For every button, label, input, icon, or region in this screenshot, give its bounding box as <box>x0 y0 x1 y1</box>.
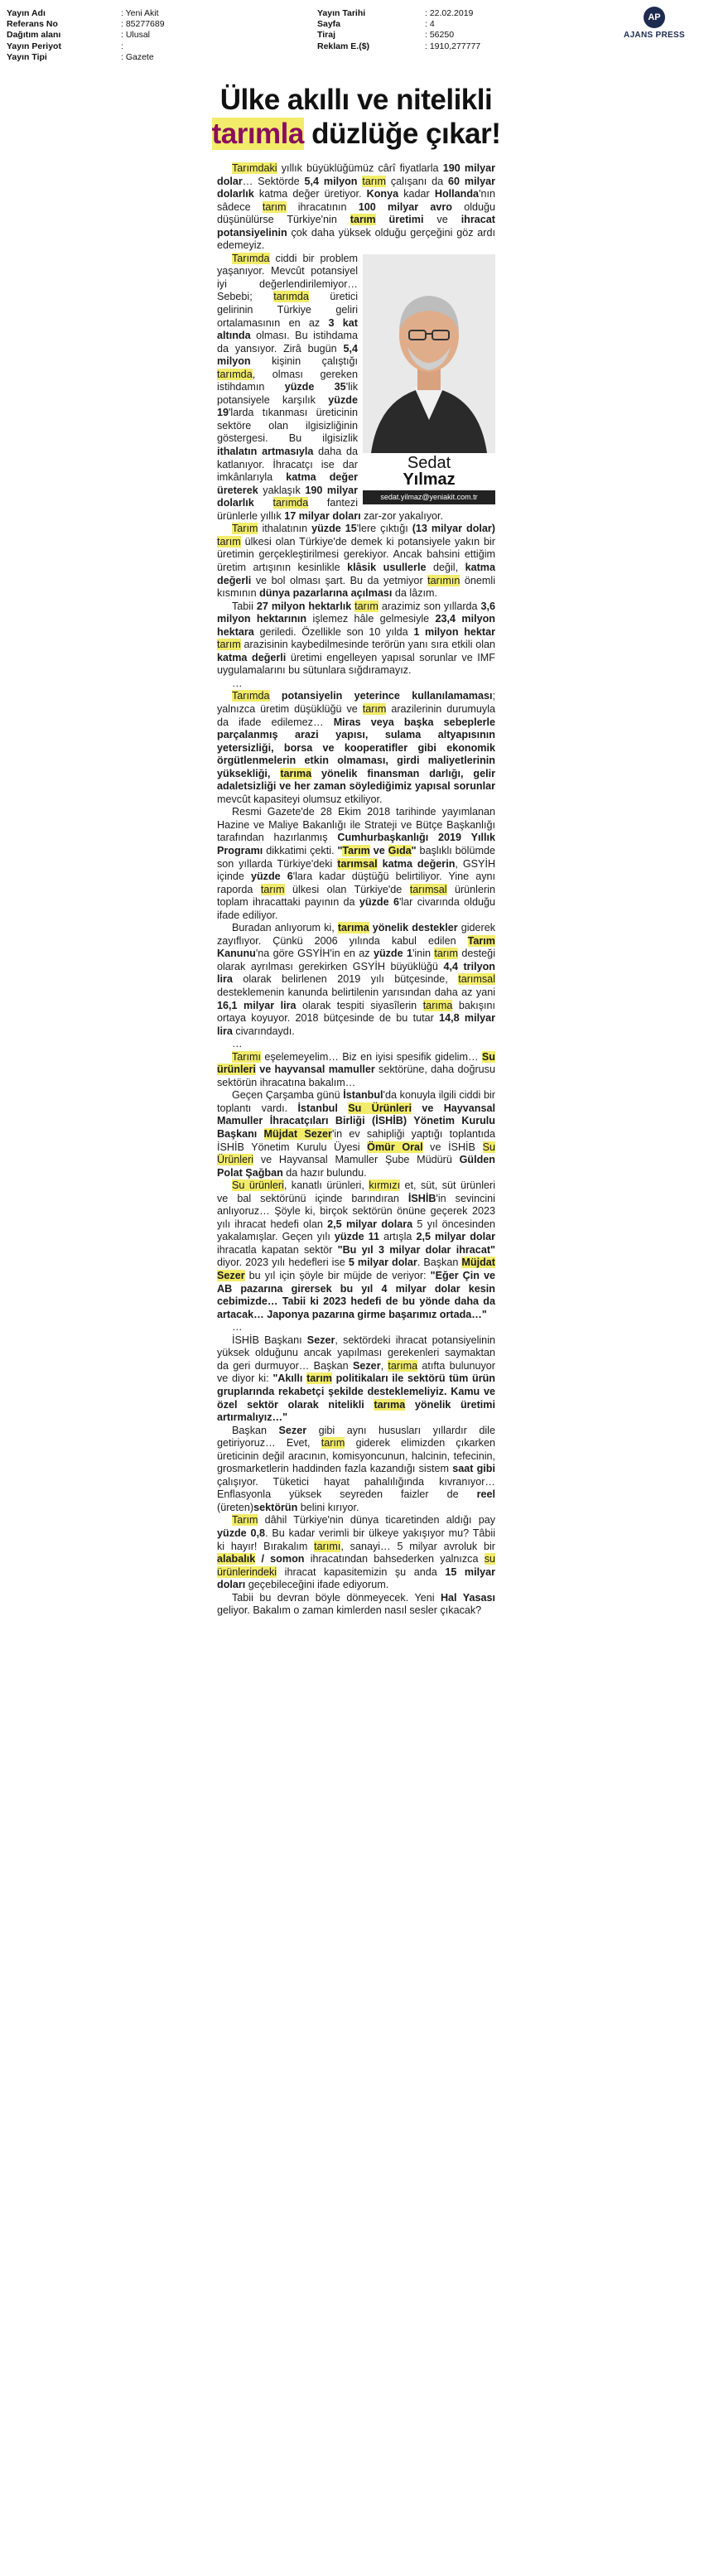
meta-value: : 85277689 <box>121 19 165 30</box>
ajans-press-logo <box>613 7 696 40</box>
meta-key: Dağıtım alanı <box>7 30 61 41</box>
meta-key: Yayın Tipi <box>7 51 47 62</box>
meta-row <box>317 30 480 41</box>
paragraph: Geçen Çarşamba günü İstanbul'da konuyla ilgili ciddi bir toplantı vardı. İstanbul Su Ürünleri ve Hayvansal Mamuller İhracatçıları Birliği (İSHİB) Yönetim Kurulu Başkanı Müjdat Sezer'in ev sahipliği yaptığı toplantıda İSHİB Yönetim Kurulu Üyesi Ömür Oral ve İSHİB Su Ürünleri ve Hayvansal Mamuller Şube Müdürü Gülden Polat Şağban da hazır bulundu. <box>217 1089 495 1179</box>
paragraph: Tarımda potansiyelin yeterince kullanılamaması; yalnızca üretim düşüklüğü ve tarım arazilerinin durumuyla da ifade edilemez… Miras veya başka sebeplerle parçalanmış arazi yapısı, sulama altyapısının yetersizliği, borsa ve kooperatifler gibi ekonomik örgütlenmelerin etkin olmaması, girdi maliyetlerinin yüksekliği, tarıma yönelik finansman darlığı, gelir adaletsizliği ve her zaman söylediğimiz yapısal sorunlar mevcût kapasiteyi olumsuz etkiliyor. <box>217 690 496 805</box>
author-last-name: Yılmaz <box>403 470 456 489</box>
meta-value: : Gazete <box>121 51 154 62</box>
paragraph: Resmi Gazete'de 28 Ekim 2018 tarihinde yayımlanan Hazine ve Maliye Bakanlığı ile Strateji ve Bütçe Başkanlığı tarafından hazırlanmış Cumhurbaşkanlığı 2019 Yıllık Programı dikkatimi çekti. "Tarım ve Gıda" başlıklı bölümde son yıllarda Türkiye'deki tarımsal katma değerin, GSYİH içinde yüzde 6'lara kadar düştüğü belirtiliyor. Yine aynı raporda tarım ülkesi olan Türkiye'de tarımsal ürünlerin toplam ihracattaki payının da yüzde 6'lar civarında olduğu ifade ediliyor. <box>217 806 496 921</box>
author-first-name: Sedat <box>407 453 451 472</box>
paragraph: İSHİB Başkanı Sezer, sektördeki ihracat potansiyelinin yüksek olduğunu ancak yapılması gerekenleri saymaktan da geri durmuyor… Başkan Sezer, tarıma atıfta bulunuyor ve diyor ki: "Akıllı tarım politikaları ile sektörü tüm ürün gruplarında rekabetçi şekilde desteklemeliyiz. Kamu ve özel sektör olarak nitelikli tarıma yönelik üretimi artırmalıyız…" <box>217 1334 495 1424</box>
meta-key: Referans No <box>7 19 58 30</box>
meta-key: Yayın Tarihi <box>317 8 366 18</box>
headline-line-2 <box>199 117 514 151</box>
paragraph: Su ürünleri, kanatlı ürünleri, kırmızı et, süt, süt ürünleri ve bal sektörünü içinde barındıran İSHİB'in sevincini anlıyoruz… Şöyle ki, birçok sektörün önüne geçerek 2023 yılı ihracat hedefi olan 2,5 milyar dolara 5 yıl öncesinden yakalamışlar. Geçen yılı yüzde 11 artışla 2,5 milyar dolar ihracatla kapatan sektör "Bu yıl 3 milyar dolar ihracat" diyor. 2023 yılı hedefleri ise 5 milyar dolar. Başkan Müjdat Sezer bu yıl için şöyle bir müjde de veriyor: "Eğer Çin ve AB pazarına girersek bu yıl 4 milyar dolar kesin cebimizde… Tabii ki 2023 hedefi de bu yönde daha da artacak… Japonya pazarına girme başarımız ortada…" <box>217 1179 496 1320</box>
paragraph: Tarımda ciddi bir problem yaşanıyor. Mevcût potansiyel iyi değerlendirilemiyor… Sebebi; tarımda üretici gelirinin Türkiye geliri ortalamasının en az 3 kat altında olması. Bu istihdama da yansıyor. Zirâ bugün 5,4 milyon kişinin çalıştığı tarımda, olması gereken istihdamın yüzde 35'lik potansiyele karşılık yüzde 19'larda tıkanması üreticinin sektöre olan ilgisizliğinin göstergesi. Bu ilgisizlik ithalatın artmasıyla daha da katlanıyor. İhracatçı ise dar imkânlarıyla katma değer üreterek yaklaşık 190 milyar dolarlık tarımda fantezi ürünlerle yıllık 17 milyar doları zar-zor yakalıyor. <box>217 252 443 522</box>
article-body <box>217 162 495 1618</box>
meta-row <box>317 8 480 19</box>
paragraph: Tarım dâhil Türkiye'nin dünya ticaretinden aldığı pay yüzde 0,8. Bu kadar verimli bir ülkeye yakışıyor mu? Tâbii ki hayır! Bırakalım tarımı, sanayi… 5 milyar avroluk bir alabalık / somon ihracatından bahsederken yalnızca su ürünlerindeki ihracat kapasitemizin şu anda 15 milyar doları geçebileceğini ifade ediyorum. <box>217 1514 496 1591</box>
paragraph: Tarımdaki yıllık büyüklüğümüz cârî fiyatlarla 190 milyar dolar… Sektörde 5,4 milyon tarım çalışanı da 60 milyar dolarlık katma değer üretiyor. Konya kadar Hollanda'nın sâdece tarım ihracatının 100 milyar avro olduğu düşünülürse Türkiye'nin tarım üretimi ve ihracat potansiyelinin çok daha yüksek olduğu gerçeğini göz ardı edemeyiz. <box>217 162 496 252</box>
paragraph: Buradan anlıyorum ki, tarıma yönelik destekler giderek zayıflıyor. Çünkü 2006 yılında kabul edilen Tarım Kanunu'na göre GSYİH'in en az yüzde 1'inin tarım desteği olarak ayrılması gerekirken GSYİH büyüklüğü 4,4 trilyon lira olarak belirlenen 2019 yılı bütçesinde, tarımsal desteklemenin kanunda belirtilenin yarısından daha az yani 16,1 milyar lira olarak tespiti siyasîlerin tarıma bakışını ortaya koyuyor. 2018 bütçesinde de bu tutar 14,8 milyar lira civarındaydı. <box>217 922 496 1037</box>
meta-row <box>7 52 165 63</box>
logo-icon: AP <box>644 7 665 28</box>
meta-value: : Ulusal <box>121 30 151 41</box>
headline-line-1: Ülke akıllı ve nitelikli <box>219 84 493 116</box>
headline-highlight: tarımla <box>211 118 304 150</box>
meta-key: Sayfa <box>317 19 341 30</box>
paragraph: Başkan Sezer gibi aynı hususları yıllardır dile getiriyoruz… Evet, tarım giderek elimizden çıkarken üreticinin değil aracının, komisyoncunun, halcinin, tefecinin, grosmarketlerin haddinden fazla kazandığı sistem saat gibi çalışıyor. Tüketici hayat pahalılığında kıvranıyor… Enflasyonla yüksek seyreden faizler de reel (üreten)sektörün belini kırıyor. <box>217 1424 495 1513</box>
author-photo <box>363 254 495 453</box>
paragraph: … <box>232 1321 243 1334</box>
meta-value: : 1910,277777 <box>425 41 481 51</box>
meta-value: : <box>121 41 123 51</box>
paragraph: Tabii bu devran böyle dönmeyecek. Yeni Hal Yasası geliyor. Bakalım o zaman kimlerden nasıl sesler çıkacak? <box>217 1591 495 1617</box>
paragraph: Tarımı eşelemeyelim… Biz en iyisi spesifik gidelim… Su ürünleri ve hayvansal mamuller sektörüne, daha doğrusu sektörün ihracatına bakalım… <box>217 1050 495 1088</box>
author-email: sedat.yilmaz@yeniakit.com.tr <box>363 490 495 505</box>
paragraph: … <box>232 677 243 689</box>
headline-rest: düzlüğe çıkar! <box>303 118 501 150</box>
meta-key: Tiraj <box>317 30 335 41</box>
meta-value: : Yeni Akit <box>121 8 159 18</box>
meta-value: : 56250 <box>425 30 455 41</box>
paragraph: Tabii 27 milyon hektarlık tarım arazimiz son yıllarda 3,6 milyon hektarının işlemez hâle gelmesiyle 23,4 milyon hektara geriledi. Özellikle son 10 yılda 1 milyon hektar tarım arazisinin kaybedilmesinde terörün yanı sıra etkili olan katma değerli üretimi engelleyen yapısal sorunlar ve IMF uygulamalarını bu sütunlara sığdıramayız. <box>217 600 496 677</box>
paragraph: Tarım ithalatının yüzde 15'lere çıktığı (13 milyar dolar) tarım ülkesi olan Türkiye'de demek ki potansiyele yakın bir üretimin gerçekleştirilmesi gerekiyor. Ancak bahsini ettiğim üretim artışının kesinlikle klâsik usullerle değil, katma değerli ve bol olması şart. Bu da yetmiyor tarımın önemli kısmının dünya pazarlarına açılması da lâzım. <box>217 523 495 600</box>
meta-row <box>7 8 165 19</box>
meta-row <box>7 30 165 41</box>
meta-key: Reklam E.($) <box>317 41 370 51</box>
meta-row <box>317 41 480 52</box>
meta-value: : 22.02.2019 <box>425 8 474 18</box>
meta-value: : 4 <box>425 19 435 30</box>
meta-key: Yayın Adı <box>7 8 46 18</box>
logo-text: AJANS PRESS <box>624 31 685 40</box>
publication-meta-right <box>317 8 480 52</box>
meta-key: Yayın Periyot <box>7 41 61 51</box>
author-name <box>363 455 495 488</box>
meta-row <box>7 41 165 52</box>
author-box <box>363 254 495 501</box>
publication-meta-left <box>7 8 165 63</box>
portrait-illustration <box>363 254 495 453</box>
meta-row <box>7 19 165 30</box>
article-headline <box>199 83 514 151</box>
meta-row <box>317 19 480 30</box>
paragraph: … <box>232 1038 243 1050</box>
